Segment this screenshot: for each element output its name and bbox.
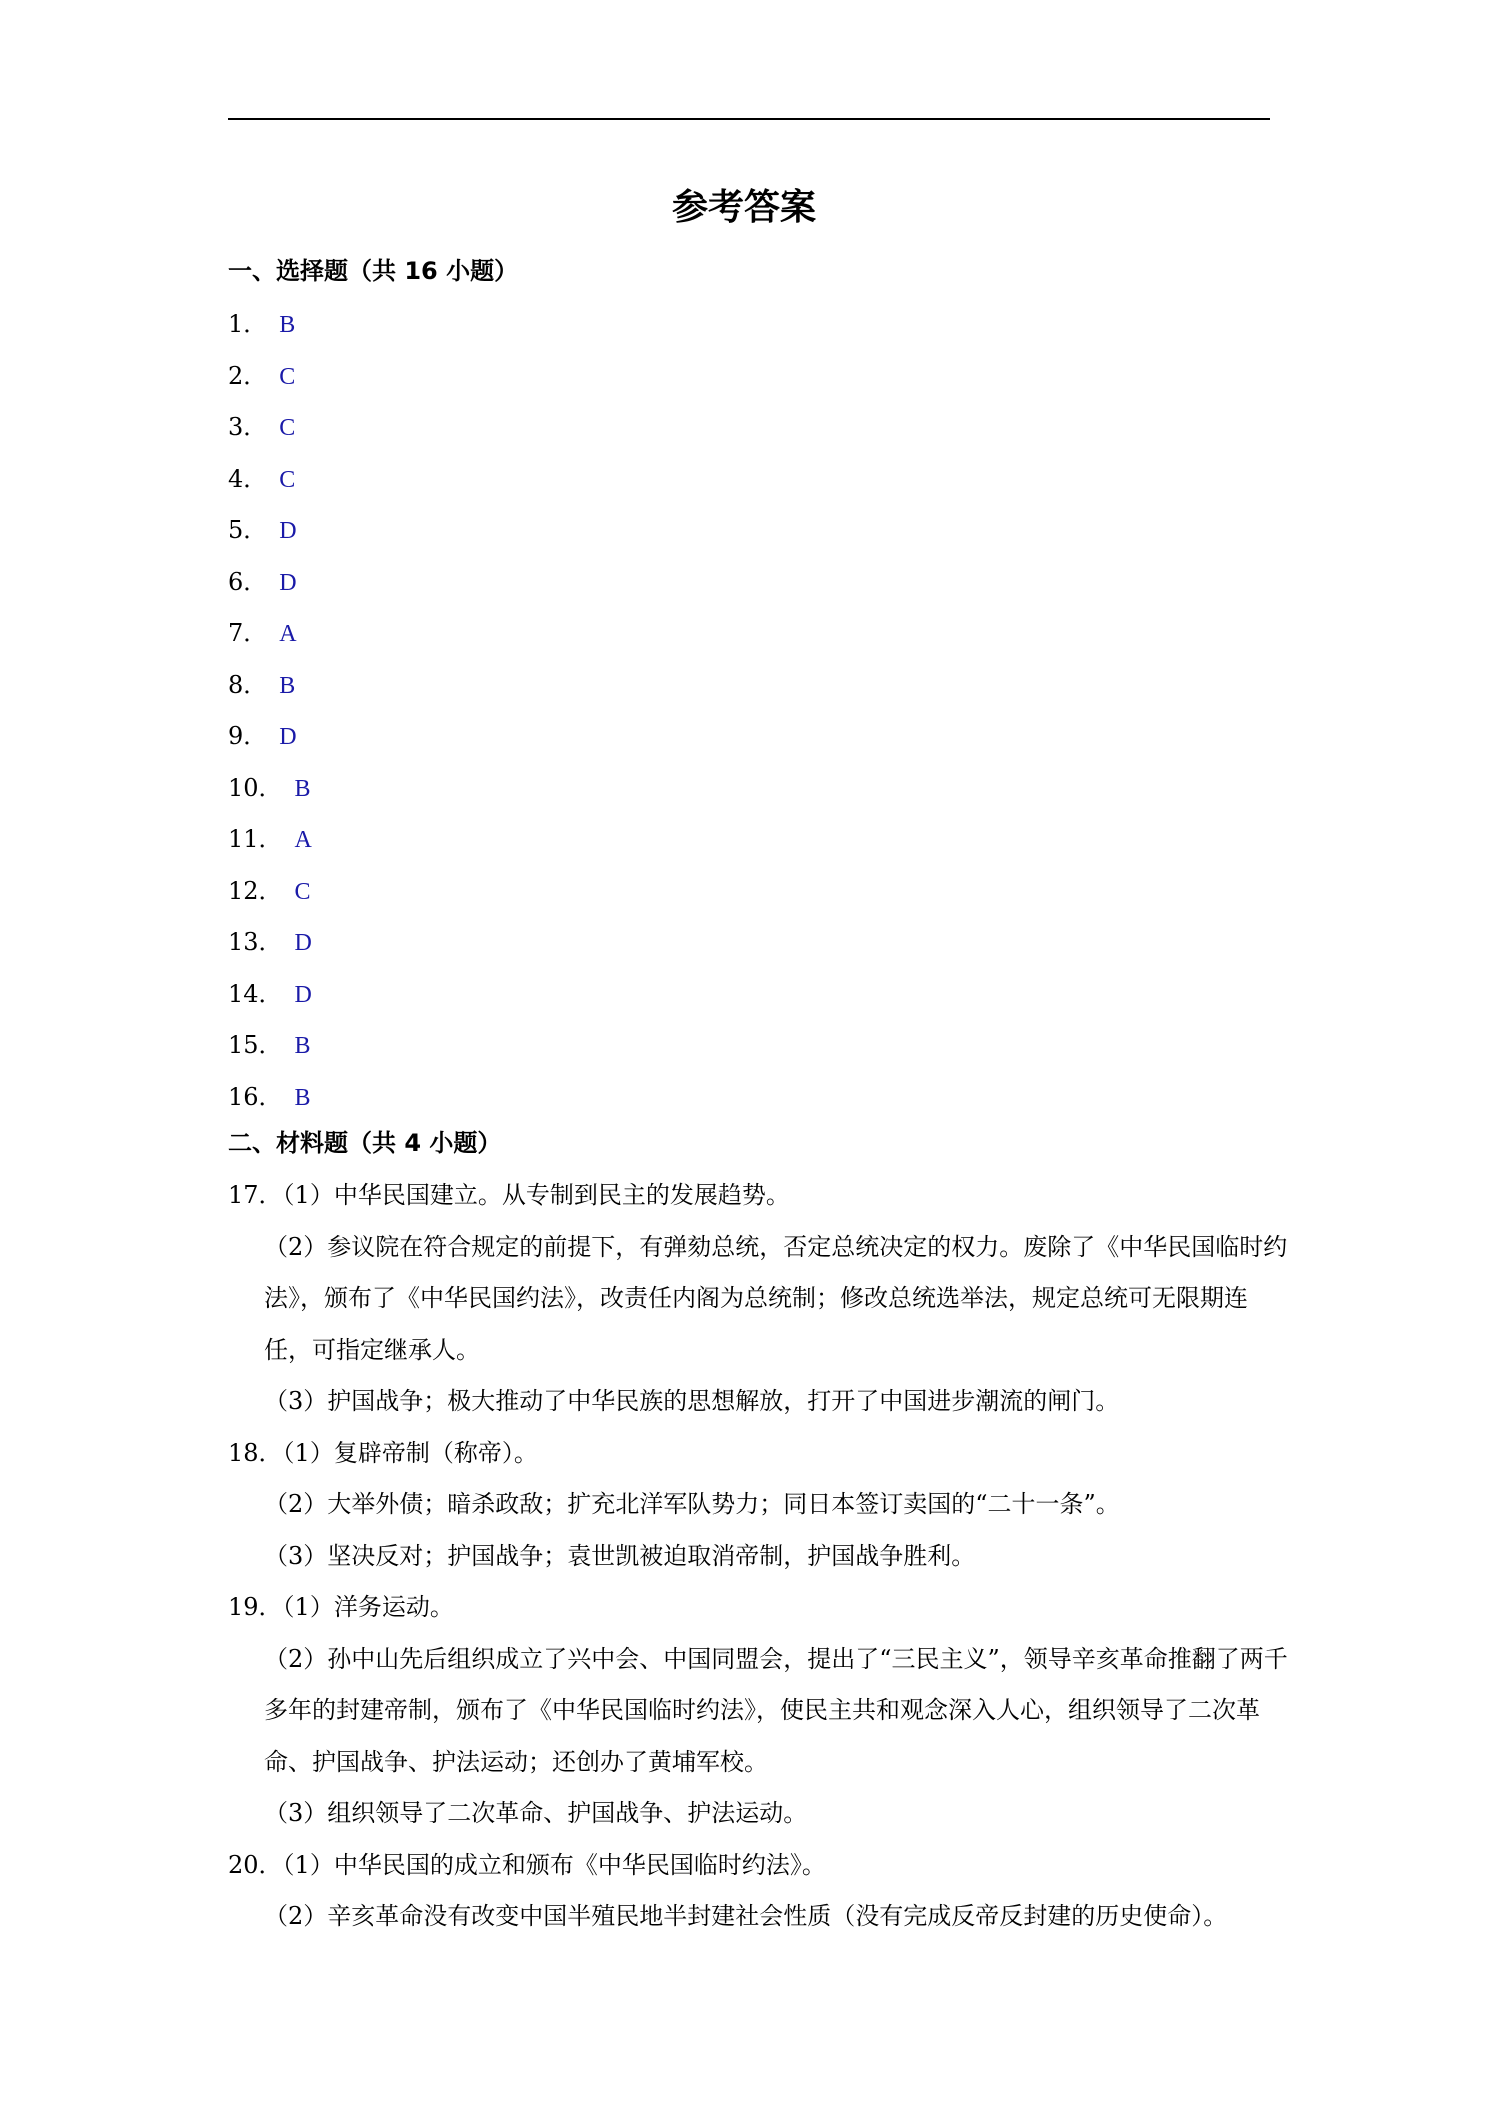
mcq-item: [228, 873, 828, 925]
mcq-item: [228, 821, 828, 873]
mcq-number: 8．: [228, 670, 268, 699]
mcq-answer: D: [294, 981, 312, 1008]
mcq-answer: B: [294, 1084, 311, 1111]
mcq-item: [228, 770, 828, 822]
mcq-item: [228, 564, 828, 616]
mcq-answer: B: [279, 672, 296, 699]
material-question-first-line: [228, 1582, 1288, 1634]
material-answer-part: （2）孙中山先后组织成立了兴中会、中国同盟会，提出了“三民主义”，领导辛亥革命推翻了两千多年的封建帝制，颁布了《中华民国临时约法》，使民主共和观念深入人心，组织领导了二次革命、护国战争、护法运动；还创办了黄埔军校。: [264, 1644, 1288, 1776]
mcq-number: 10．: [228, 773, 283, 802]
material-question-number: 17．: [228, 1181, 283, 1209]
material-question-first-line: [228, 1428, 1288, 1480]
mcq-number: 14．: [228, 979, 283, 1008]
mcq-answer: B: [294, 1033, 311, 1059]
mcq-answer: A: [294, 827, 312, 853]
material-question: [228, 1582, 1288, 1840]
material-question-first-line: [228, 1170, 1288, 1222]
mcq-answer: B: [279, 312, 296, 338]
mcq-section-heading: 一、选择题（共 16 小题）: [228, 257, 519, 285]
mcq-answer: C: [279, 415, 296, 441]
mcq-item: [228, 718, 828, 770]
mcq-number: 3．: [228, 413, 268, 441]
mcq-answer: A: [279, 621, 297, 647]
material-answer-part: （3）坚决反对；护国战争；袁世凯被迫取消帝制，护国战争胜利。: [264, 1541, 976, 1570]
mcq-item: [228, 1027, 828, 1079]
material-answer-part: （3）护国战争；极大推动了中华民族的思想解放，打开了中国进步潮流的闸门。: [264, 1387, 1120, 1415]
mcq-answer: C: [279, 466, 296, 493]
material-question-number: 20．: [228, 1850, 283, 1879]
material-answer-part-1: （1）中华民国的成立和颁布《中华民国临时约法》。: [282, 1850, 826, 1879]
mcq-item: [228, 306, 828, 358]
material-answer-part: （3）组织领导了二次革命、护国战争、护法运动。: [264, 1799, 808, 1827]
mcq-item: [228, 358, 828, 410]
mcq-number: 4．: [228, 464, 268, 493]
mcq-answer: D: [279, 518, 297, 544]
mcq-number: 2．: [228, 361, 268, 390]
material-question-number: 19．: [228, 1593, 283, 1621]
mcq-number: 5．: [228, 516, 268, 544]
mcq-number: 6．: [228, 567, 268, 596]
mcq-number: 1．: [228, 310, 268, 338]
material-answer-part-1: （1）中华民国建立。从专制到民主的发展趋势。: [282, 1181, 790, 1209]
mcq-answer: D: [294, 930, 312, 956]
mcq-item: [228, 1079, 828, 1131]
mcq-answer: C: [279, 363, 296, 390]
material-question: [228, 1428, 1288, 1583]
mcq-number: 11．: [228, 825, 283, 853]
material-question-first-line: [228, 1840, 1288, 1892]
mcq-item: [228, 667, 828, 719]
header-rule: [228, 118, 1270, 120]
mcq-item: [228, 924, 828, 976]
mcq-answer: D: [279, 569, 297, 596]
material-question-number: 18．: [228, 1438, 283, 1467]
mcq-number: 13．: [228, 928, 283, 956]
mcq-answer: D: [279, 724, 297, 750]
mcq-answer: B: [294, 775, 311, 802]
material-question: [228, 1840, 1288, 1943]
mcq-answer-list: [228, 306, 828, 1130]
material-answer-list: [228, 1170, 1288, 1943]
page-title: 参考答案: [671, 187, 816, 228]
material-answer-part-1: （1）复辟帝制（称帝）。: [282, 1438, 538, 1467]
material-answer-part: （2）辛亥革命没有改变中国半殖民地半封建社会性质（没有完成反帝反封建的历史使命）。: [264, 1902, 1228, 1930]
mcq-item: [228, 615, 828, 667]
mcq-number: 12．: [228, 876, 283, 905]
material-answer-part: （2）大举外债；暗杀政敌；扩充北洋军队势力；同日本签订卖国的“二十一条”。: [264, 1490, 1120, 1518]
material-question: [228, 1170, 1288, 1428]
mcq-item: [228, 409, 828, 461]
material-section-heading: 二、材料题（共 4 小题）: [228, 1129, 502, 1157]
mcq-item: [228, 512, 828, 564]
mcq-number: 16．: [228, 1082, 283, 1111]
mcq-number: 9．: [228, 722, 268, 750]
mcq-number: 15．: [228, 1031, 283, 1059]
material-answer-part-1: （1）洋务运动。: [282, 1593, 454, 1621]
mcq-answer: C: [294, 878, 311, 905]
mcq-item: [228, 461, 828, 513]
mcq-item: [228, 976, 828, 1028]
mcq-number: 7．: [228, 619, 268, 647]
material-answer-part: （2）参议院在符合规定的前提下，有弹劾总统，否定总统决定的权力。废除了《中华民国临时约法》，颁布了《中华民国约法》，改责任内阁为总统制；修改总统选举法，规定总统可无限期连任，可指定继承人。: [264, 1232, 1288, 1364]
